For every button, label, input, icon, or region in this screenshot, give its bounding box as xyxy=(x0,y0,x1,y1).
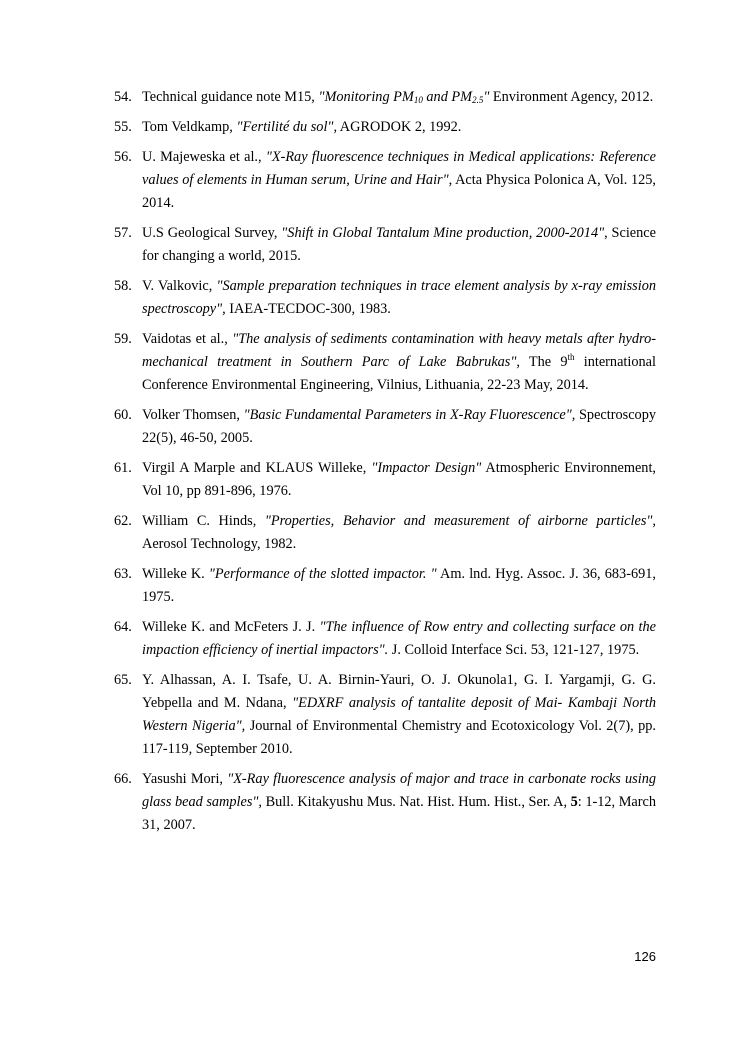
reference-number: 57. xyxy=(114,225,132,241)
reference-authors: Vaidotas et al., xyxy=(142,331,233,347)
reference-title: "Performance of the slotted impactor. " xyxy=(208,566,437,582)
reference-item xyxy=(114,116,656,139)
reference-item xyxy=(114,146,656,215)
reference-source: J. Colloid Interface Sci. 53, 121-127, 1975. xyxy=(388,642,640,658)
reference-item xyxy=(114,616,656,662)
reference-title: "Fertilité du sol" xyxy=(236,119,334,135)
reference-source: Spectroscopy 22(5), 46-50, 2005. xyxy=(142,407,656,446)
reference-number: 66. xyxy=(114,771,132,787)
reference-title: "The influence of Row entry and collecting surface on the impaction efficiency of inertial impactors". xyxy=(142,619,656,658)
reference-title: "X-Ray fluorescence techniques in Medical applications: Reference values of elements in Human serum, Urine and Hair" xyxy=(142,149,656,188)
reference-number: 58. xyxy=(114,278,132,294)
reference-source: Atmospheric Environnement, Vol 10, pp 891-896, 1976. xyxy=(142,460,656,499)
reference-title: "EDXRF analysis of tantalite deposit of Mai- Kambaji North Western Nigeria", xyxy=(142,695,656,734)
reference-title: "Basic Fundamental Parameters in X-Ray Fluorescence", xyxy=(243,407,576,423)
reference-number: 59. xyxy=(114,331,132,347)
reference-source: Environment Agency, 2012. xyxy=(492,89,654,105)
reference-number: 62. xyxy=(114,513,132,529)
reference-authors: Technical guidance note M15, xyxy=(142,89,319,105)
reference-title: "Sample preparation techniques in trace element analysis by x-ray emission spectroscopy", xyxy=(142,278,657,317)
reference-title: "Shift in Global Tantalum Mine production, 2000-2014" xyxy=(281,225,605,241)
reference-item xyxy=(114,222,656,268)
reference-source: Am. lnd. Hyg. Assoc. J. 36, 683-691, 1975. xyxy=(142,566,656,605)
page-number: 126 xyxy=(634,949,656,964)
reference-number: 61. xyxy=(114,460,132,476)
reference-source: , AGRODOK 2, 1992. xyxy=(333,119,462,135)
reference-item xyxy=(114,563,656,609)
reference-source: Aerosol Technology, 1982. xyxy=(142,536,297,552)
reference-item xyxy=(114,510,656,556)
reference-title: "Impactor Design" xyxy=(371,460,482,476)
reference-number: 55. xyxy=(114,119,132,135)
reference-source: , Science for changing a world, 2015. xyxy=(142,225,656,264)
reference-title: "Monitoring $PM_{10}$ and $PM_{2.5}$" xyxy=(318,89,493,105)
reference-authors: Volker Thomsen, xyxy=(142,407,244,423)
reference-item xyxy=(114,328,656,397)
reference-number: 56. xyxy=(114,149,132,165)
reference-source: Journal of Environmental Chemistry and Ecotoxicology Vol. 2(7), pp. 117-119, September 2010. xyxy=(142,718,656,757)
reference-title: "Properties, Behavior and measurement of airborne particles", xyxy=(264,513,657,529)
reference-authors: Willeke K. and McFeters J. J. xyxy=(142,619,320,635)
reference-authors: U. Majeweska et al., xyxy=(142,149,266,165)
reference-source: Bull. Kitakyushu Mus. Nat. Hist. Hum. Hist., Ser. A, 5: 1-12, March 31, 2007. xyxy=(142,794,657,833)
reference-number: 65. xyxy=(114,672,132,688)
reference-authors: William C. Hinds, xyxy=(142,513,265,529)
reference-source: , Acta Physica Polonica A, Vol. 125, 2014. xyxy=(142,172,656,211)
reference-item xyxy=(114,404,656,450)
reference-title: "X-Ray fluorescence analysis of major and trace in carbonate rocks using glass bead samples", xyxy=(142,771,656,810)
reference-authors: Virgil A Marple and KLAUS Willeke, xyxy=(142,460,372,476)
reference-authors: U.S Geological Survey, xyxy=(142,225,282,241)
reference-source: IAEA-TECDOC-300, 1983. xyxy=(225,301,391,317)
reference-authors: V. Valkovic, xyxy=(142,278,217,294)
reference-number: 54. xyxy=(114,89,132,105)
reference-authors: Y. Alhassan, A. I. Tsafe, U. A. Birnin-Yauri, O. J. Okunola1, G. I. Yargamji, G. G. Yebpella and M. Ndana, xyxy=(142,672,656,711)
reference-authors: Willeke K. xyxy=(142,566,209,582)
reference-number: 60. xyxy=(114,407,132,423)
reference-item xyxy=(114,457,656,503)
reference-title: "The analysis of sediments contamination with heavy metals after hydro-mechanical treatment in Southern Parc of Lake Babrukas", xyxy=(142,331,656,370)
reference-item xyxy=(114,768,656,837)
reference-number: 64. xyxy=(114,619,132,635)
reference-item xyxy=(114,669,656,761)
reference-list xyxy=(114,86,656,844)
reference-item xyxy=(114,86,656,109)
reference-authors: Yasushi Mori, xyxy=(142,771,228,787)
reference-source: The 9th international Conference Environmental Engineering, Vilnius, Lithuania, 22-23 May, 2014. xyxy=(142,352,656,393)
reference-number: 63. xyxy=(114,566,132,582)
reference-item xyxy=(114,275,656,321)
reference-authors: Tom Veldkamp, xyxy=(142,119,237,135)
